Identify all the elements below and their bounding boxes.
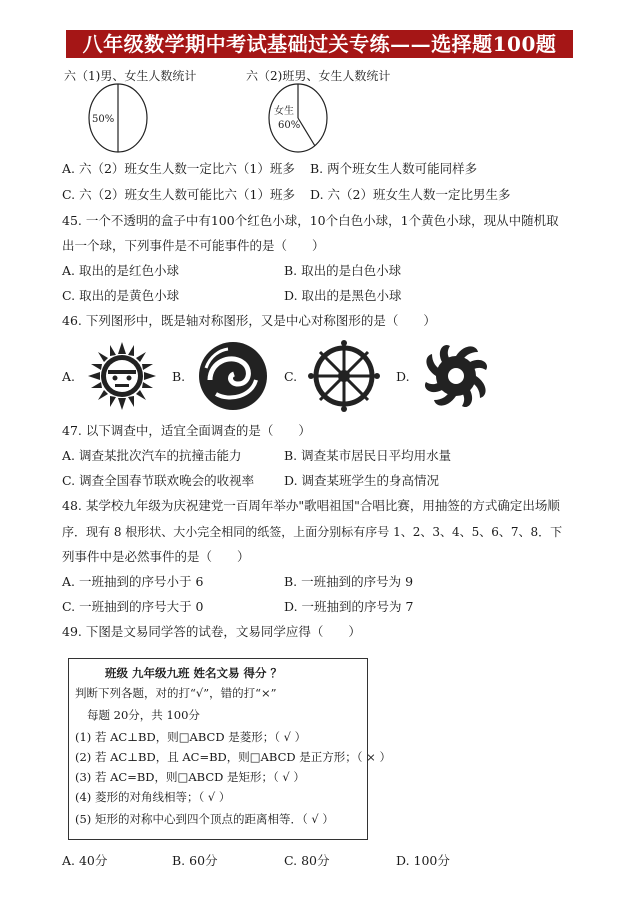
q45-stem-line1: 45. 一个不透明的盒子中有100个红色小球，10个白色小球，1个黄色小球，现从中随机取 <box>62 213 559 228</box>
pie2-label-girls: 女生 <box>274 106 294 117</box>
q47-option-b: B. 调查某市居民日平均用水量 <box>284 448 452 463</box>
q45-option-c: C. 取出的是黄色小球 <box>62 288 180 303</box>
sheet-item-3: (3) 若 AC=BD，则□ABCD 是矩形；（ √ ） <box>75 770 305 784</box>
pinwheel-figure <box>420 340 492 412</box>
q46-label-a: A. <box>62 369 76 384</box>
q44-option-a: A. 六（2）班女生人数一定比六（1）班多 <box>62 161 295 176</box>
q48-option-b: B. 一班抽到的序号为 9 <box>284 574 414 589</box>
q44-option-c: C. 六（2）班女生人数可能比六（1）班多 <box>62 187 295 202</box>
q44-option-d: D. 六（2）班女生人数一定比男生多 <box>310 187 511 202</box>
student-answer-sheet <box>68 658 391 840</box>
q47-option-c: C. 调查全国春节联欢晚会的收视率 <box>62 473 255 488</box>
sheet-item-2: (2) 若 AC⊥BD，且 AC=BD，则□ABCD 是正方形；（ × ） <box>75 750 391 764</box>
chart1-caption: 六（1)男、女生人数统计 <box>64 69 197 83</box>
q48-stem-line2: 序．现有 8 根形状、大小完全相同的纸签，上面分别标有序号 1、2、3、4、5、6、7、8．下 <box>62 525 563 539</box>
pie-chart-class2 <box>266 82 330 154</box>
q45-stem-line2: 出一个球，下列事件是不可能事件的是（ ） <box>62 238 325 253</box>
pie1-label: 50% <box>92 114 115 125</box>
chart2-caption: 六（2)班男、女生人数统计 <box>246 69 391 83</box>
q45-option-d: D. 取出的是黑色小球 <box>284 288 402 303</box>
q49-stem: 49. 下图是文易同学答的试卷，文易同学应得（ ） <box>62 624 361 639</box>
q48-stem-line3: 列事件中是必然事件的是（ ） <box>62 549 250 564</box>
sun-face-figure <box>86 340 158 412</box>
sheet-item-5: (5) 矩形的对称中心到四个顶点的距离相等．（ √ ） <box>75 812 334 826</box>
q48-option-a: A. 一班抽到的序号小于 6 <box>62 574 204 589</box>
sheet-item-1: (1) 若 AC⊥BD，则□ABCD 是菱形；（ √ ） <box>75 730 307 744</box>
swirl-cloud-figure <box>196 340 270 412</box>
q48-option-c: C. 一班抽到的序号大于 0 <box>62 599 204 614</box>
q47-option-a: A. 调查某批次汽车的抗撞击能力 <box>62 448 242 463</box>
q45-option-b: B. 取出的是白色小球 <box>284 263 402 278</box>
pie-chart-class1 <box>86 82 150 154</box>
q46-label-b: B. <box>172 369 186 384</box>
sheet-scoring: 每题 20分，共 100分 <box>87 708 200 722</box>
q47-stem: 47. 以下调查中，适宜全面调查的是（ ） <box>62 423 311 438</box>
q49-option-b: B. 60分 <box>172 853 218 868</box>
pie2-label-percent: 60% <box>278 120 301 131</box>
q44-option-b: B. 两个班女生人数可能同样多 <box>310 161 478 176</box>
sheet-header: 班级 九年级九班 姓名文易 得分 ？ <box>105 666 283 680</box>
sheet-instruction: 判断下列各题，对的打“√”，错的打“×” <box>75 686 277 700</box>
wheel-figure <box>308 340 380 412</box>
q49-option-c: C. 80分 <box>284 853 330 868</box>
q46-label-d: D. <box>396 369 410 384</box>
q46-stem: 46. 下列图形中，既是轴对称图形，又是中心对称图形的是（ ） <box>62 313 436 328</box>
q45-option-a: A. 取出的是红色小球 <box>62 263 179 278</box>
q49-option-a: A. 40分 <box>62 853 108 868</box>
q49-option-d: D. 100分 <box>396 853 450 868</box>
page-title: 八年级数学期中考试基础过关专练——选择题100题 <box>66 30 573 58</box>
q48-option-d: D. 一班抽到的序号为 7 <box>284 599 414 614</box>
q47-option-d: D. 调查某班学生的身高情况 <box>284 473 440 488</box>
sheet-item-4: (4) 菱形的对角线相等；（ √ ） <box>75 790 231 804</box>
q48-stem-line1: 48. 某学校九年级为庆祝建党一百周年举办"歌唱祖国"合唱比赛，用抽签的方式确定出场顺 <box>62 498 560 513</box>
q46-label-c: C. <box>284 369 298 384</box>
